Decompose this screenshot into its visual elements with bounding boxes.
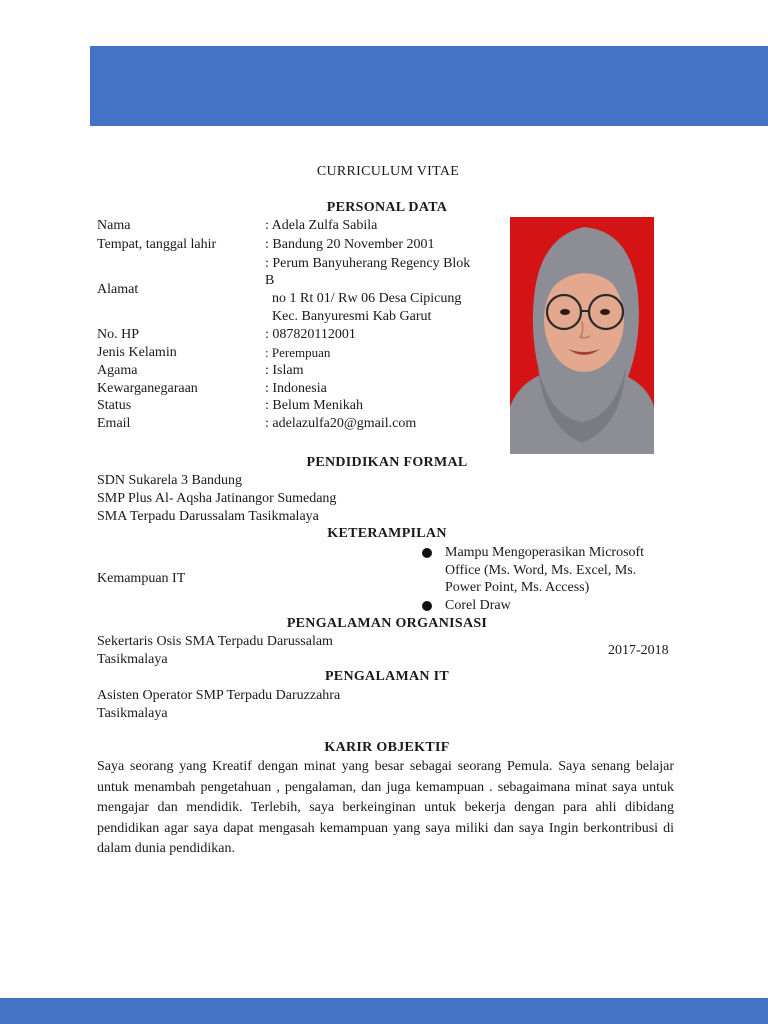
skills-heading: KETERAMPILAN bbox=[327, 526, 447, 541]
label-status: Status bbox=[97, 398, 132, 413]
it-experience-line2: Tasikmalaya bbox=[97, 706, 168, 721]
it-experience-line1: Asisten Operator SMP Terpadu Daruzzahra bbox=[97, 688, 341, 703]
label-kewarganegaraan: Kewarganegaraan bbox=[97, 381, 198, 396]
organization-line1: Sekertaris Osis SMA Terpadu Darussalam bbox=[97, 634, 333, 649]
label-nama: Nama bbox=[97, 218, 131, 233]
value-kewarganegaraan: : Indonesia bbox=[265, 381, 327, 396]
skill-item-corel: Corel Draw bbox=[445, 598, 511, 613]
value-agama: : Islam bbox=[265, 363, 304, 378]
career-heading: KARIR OBJEKTIF bbox=[324, 740, 450, 755]
value-hp: : 087820112001 bbox=[265, 327, 356, 342]
label-hp: No. HP bbox=[97, 327, 140, 342]
label-jenis-kelamin: Jenis Kelamin bbox=[97, 345, 177, 360]
label-ttl: Tempat, tanggal lahir bbox=[97, 237, 217, 252]
value-alamat-line4: Kec. Banyuresmi Kab Garut bbox=[265, 309, 432, 324]
career-paragraph: Saya seorang yang Kreatif dengan minat yang besar sebagai seorang Pemula. Saya senang belajar untuk menambah pengetahuan , pengalaman, dan juga kemampuan . sebagaimana minat saya untuk mengajar dan mendidik. Terlebih, saya berkeinginan untuk bekerja dengan para ahli dibidang pendidikan agar saya dapat mengasah kemampuan yang saya miliki dan saya Ingin berkontribusi di dalam dunia pendidikan. bbox=[97, 759, 674, 857]
label-email: Email bbox=[97, 416, 131, 431]
value-alamat-line2: B bbox=[265, 273, 275, 288]
personal-data-heading: PERSONAL DATA bbox=[326, 200, 448, 215]
skills-label: Kemampuan IT bbox=[97, 571, 186, 586]
value-alamat-line3: no 1 Rt 01/ Rw 06 Desa Cipicung bbox=[265, 291, 462, 306]
organization-heading: PENGALAMAN ORGANISASI bbox=[286, 616, 488, 631]
education-item: SMA Terpadu Darussalam Tasikmalaya bbox=[97, 509, 319, 524]
organization-year: 2017-2018 bbox=[608, 643, 669, 658]
skill-item-office-line3: Power Point, Ms. Access) bbox=[445, 580, 590, 595]
label-alamat: Alamat bbox=[97, 282, 139, 297]
label-agama: Agama bbox=[97, 363, 138, 378]
header-band bbox=[90, 46, 768, 126]
skill-item-office-line2: Office (Ms. Word, Ms. Excel, Ms. bbox=[445, 563, 637, 578]
education-item: SMP Plus Al- Aqsha Jatinangor Sumedang bbox=[97, 491, 337, 506]
value-nama: : Adela Zulfa Sabila bbox=[265, 218, 378, 233]
document-title: CURRICULUM VITAE bbox=[316, 164, 460, 179]
skill-item-office-line1: Mampu Mengoperasikan Microsoft bbox=[445, 545, 645, 560]
value-jenis-kelamin: : Perempuan bbox=[265, 345, 331, 360]
portrait-illustration bbox=[510, 217, 654, 454]
organization-line2: Tasikmalaya bbox=[97, 652, 168, 667]
education-item: SDN Sukarela 3 Bandung bbox=[97, 473, 243, 488]
it-experience-heading: PENGALAMAN IT bbox=[324, 669, 450, 684]
footer-band bbox=[0, 998, 768, 1024]
value-alamat-line1: : Perum Banyuherang Regency Blok bbox=[265, 256, 471, 271]
bullet-icon bbox=[422, 548, 432, 558]
education-heading: PENDIDIKAN FORMAL bbox=[306, 455, 468, 470]
value-status: : Belum Menikah bbox=[265, 398, 363, 413]
bullet-icon bbox=[422, 601, 432, 611]
profile-photo bbox=[510, 217, 654, 454]
value-email: : adelazulfa20@gmail.com bbox=[265, 416, 417, 431]
value-ttl: : Bandung 20 November 2001 bbox=[265, 237, 435, 252]
